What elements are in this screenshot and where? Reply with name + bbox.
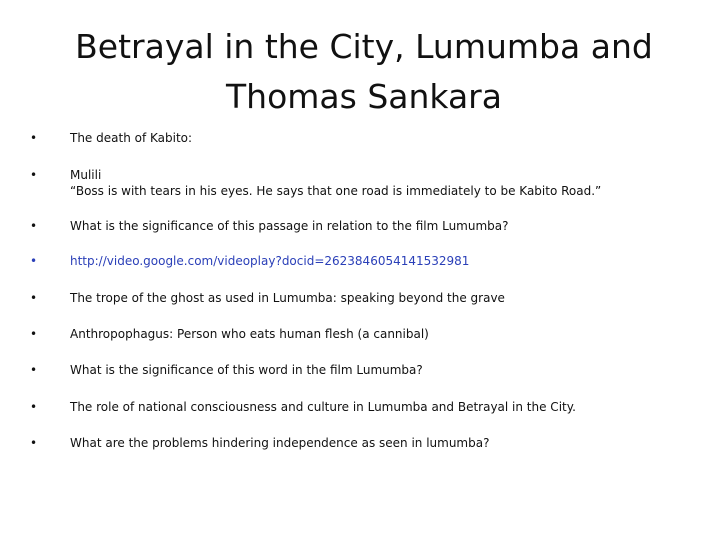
bullet-dot: • [30, 327, 38, 341]
bullet-item [28, 362, 423, 378]
bullet-text: The trope of the ghost as used in Lumumba: speaking beyond the grave [70, 291, 505, 305]
bullet-dot: • [30, 291, 38, 305]
bullet-dot: • [30, 254, 38, 268]
bullet-text: Anthropophagus: Person who eats human flesh (a cannibal) [70, 327, 429, 341]
bullet-dot: • [30, 131, 38, 145]
bullet-item [28, 218, 509, 234]
bullet-text: The death of Kabito: [70, 131, 193, 145]
bullet-speaker: Mulili [70, 168, 102, 182]
bullet-item [28, 290, 505, 306]
bullet-quote: “Boss is with tears in his eyes. He says that one road is immediately to be Kabito Road.” [70, 184, 602, 198]
bullet-text: What is the significance of this passage in relation to the film Lumumba? [70, 219, 509, 233]
bullet-text: What are the problems hindering independence as seen in lumumba? [70, 436, 490, 450]
slide-title-line-1: Betrayal in the City, Lumumba and [75, 27, 653, 66]
slide-title [60, 22, 668, 122]
bullet-item-link [28, 253, 469, 269]
bullet-dot: • [30, 400, 38, 414]
bullet-item [28, 399, 576, 415]
bullet-item [28, 326, 429, 342]
bullet-item [28, 130, 192, 146]
bullet-dot: • [30, 363, 38, 377]
bullet-text: What is the significance of this word in the film Lumumba? [70, 363, 423, 377]
bullet-item [28, 435, 489, 451]
bullet-dot: • [30, 168, 38, 182]
bullet-text: The role of national consciousness and culture in Lumumba and Betrayal in the City. [70, 400, 576, 414]
video-link[interactable]: http://video.google.com/videoplay?docid=2623846054141532981 [70, 254, 470, 268]
bullet-dot: • [30, 219, 38, 233]
bullet-item [28, 167, 601, 199]
slide-title-line-2: Thomas Sankara [226, 77, 502, 116]
bullet-dot: • [30, 436, 38, 450]
